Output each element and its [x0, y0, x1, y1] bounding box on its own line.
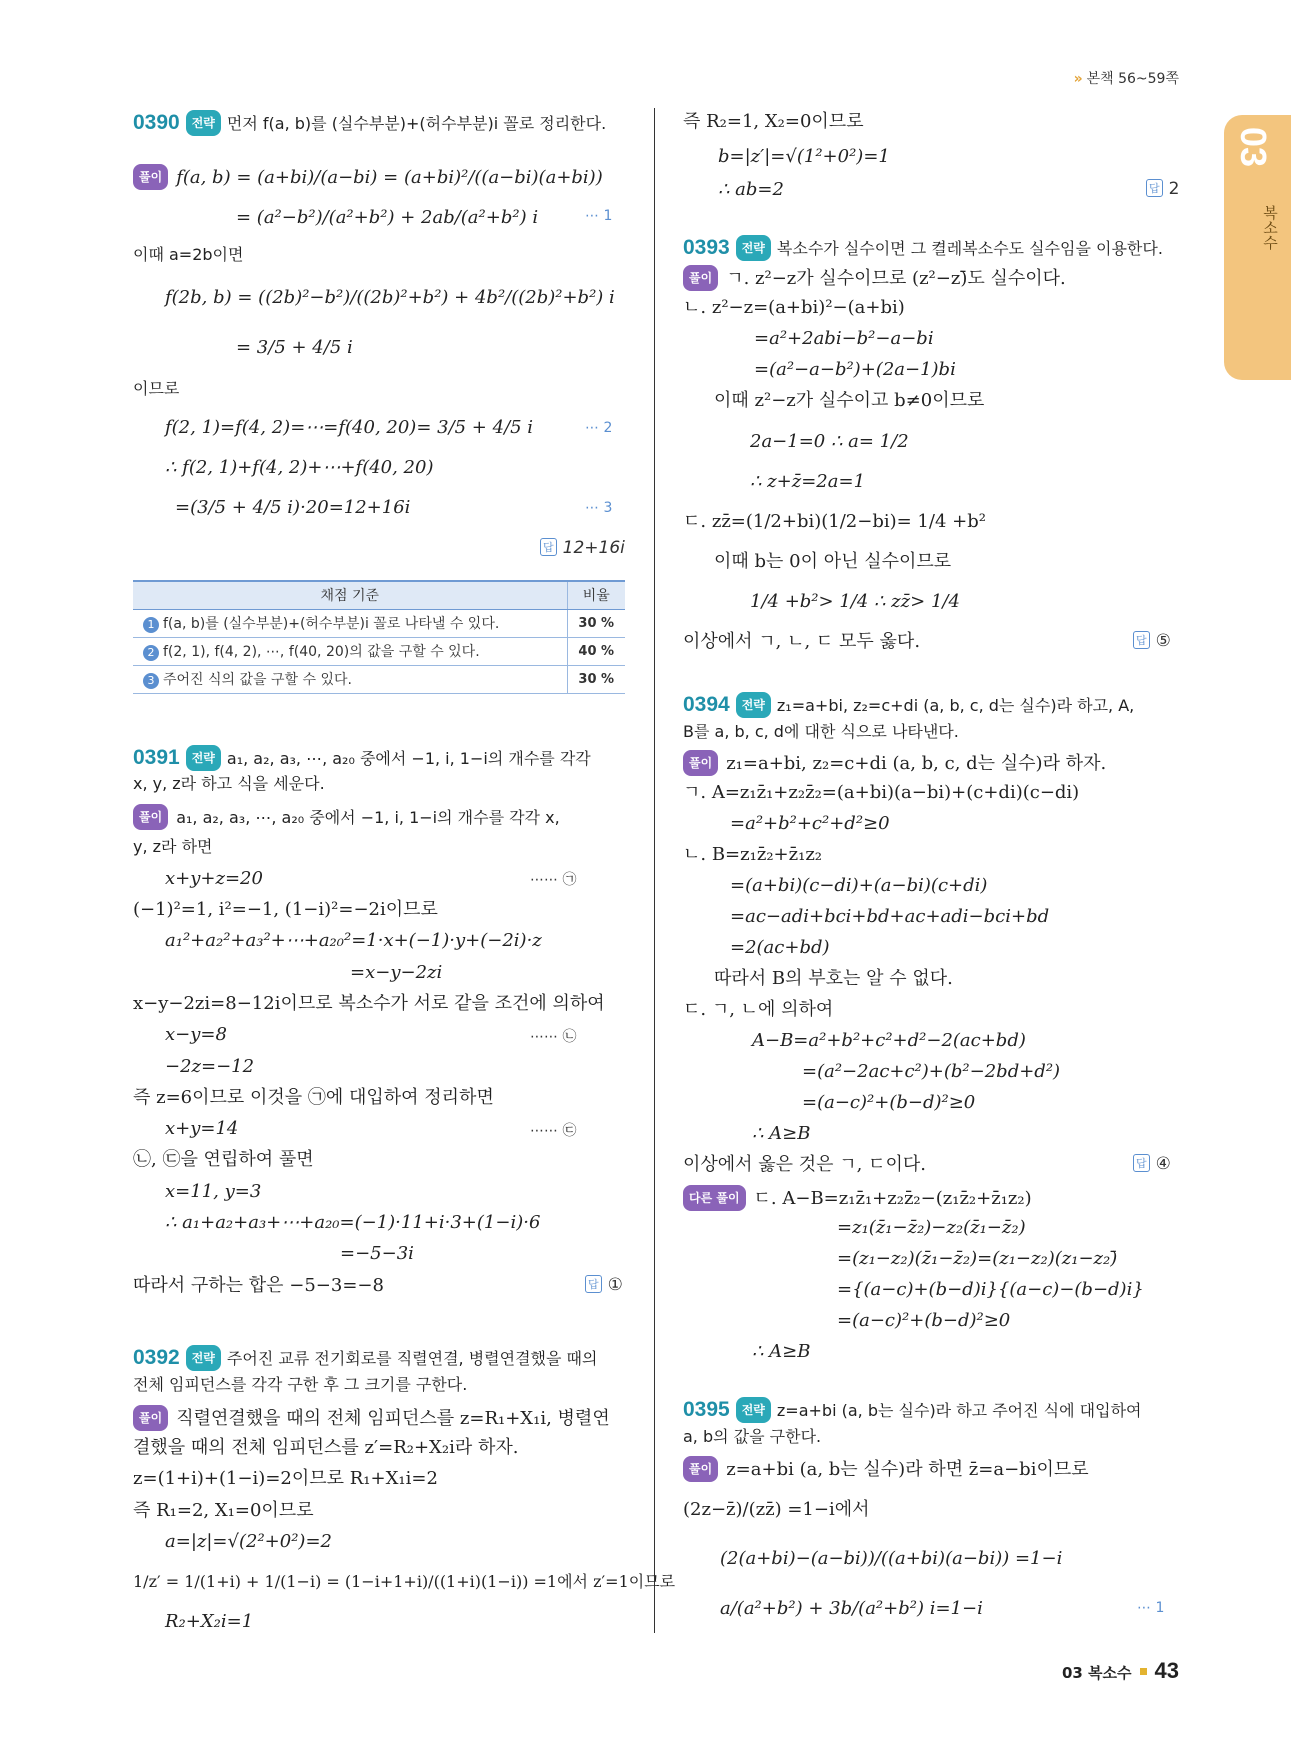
problem-0395-header: [683, 1397, 1142, 1423]
strategy-badge: 전략: [186, 1345, 221, 1371]
solution-line: = (a²−b²)/(a²+b²) + 2ab/(a²+b²) i: [236, 207, 539, 228]
solution-line: 풀이 직렬연결했을 때의 전체 임피던스를 z=R₁+X₁i, 병렬연: [133, 1405, 610, 1431]
ratio-cell: 40 %: [567, 637, 625, 665]
problem-number: 0393: [683, 236, 730, 259]
answer-0394: 답 ④: [1133, 1154, 1171, 1174]
solution-line: ㄴ. B=z₁z̄₂+z̄₁z₂: [683, 844, 823, 865]
solution-line: 이상에서 ㄱ, ㄴ, ㄷ 모두 옳다.: [683, 631, 921, 652]
answer-0390: 답 12+16i: [540, 538, 625, 558]
table-row: [133, 637, 625, 665]
solution-line: 즉 R₂=1, X₂=0이므로: [683, 111, 864, 132]
solution-line: =x−y−2zi: [350, 962, 443, 983]
solution-line: (2z−z̄)/(zz̄) =1−i에서: [683, 1499, 870, 1520]
page-number: 43: [1154, 1658, 1179, 1683]
solution-line: x+y=14: [165, 1118, 239, 1139]
problem-0392-header: [133, 1345, 597, 1371]
solution-line: (2(a+bi)−(a−bi))/((a+bi)(a−bi)) =1−i: [720, 1548, 1063, 1569]
solution-line: 결했을 때의 전체 임피던스를 z′=R₂+X₂i라 하자.: [133, 1437, 519, 1458]
solution-line: x−y−2zi=8−12i이므로 복소수가 서로 같을 조건에 의하여: [133, 993, 605, 1014]
chevron-right-icon: »: [1073, 71, 1083, 87]
solution-line: ㄴ. z²−z=(a+bi)²−(a+bi): [683, 297, 905, 318]
solution-line: =−5−3i: [340, 1243, 414, 1264]
row-number: 2: [143, 645, 159, 661]
strategy-badge: 전략: [186, 745, 221, 771]
row-number: 1: [143, 617, 159, 633]
solution-line: y, z라 하면: [133, 837, 213, 856]
table-row: [133, 665, 625, 693]
step-marker: ⋯ 3: [585, 500, 613, 516]
solution-line: =2(ac+bd): [730, 937, 830, 958]
column-divider: [654, 108, 655, 1633]
table-row: [133, 609, 625, 637]
solution-line: x=11, y=3: [165, 1181, 262, 1202]
solution-line: b=|z′|=√(1²+0²)=1: [718, 146, 890, 167]
step-marker: ⋯ 1: [585, 208, 613, 224]
solution-line: 이상에서 옳은 것은 ㄱ, ㄷ이다.: [683, 1154, 926, 1175]
criteria-text: f(2, 1), f(4, 2), ⋯, f(40, 20)의 값을 구할 수 있다.: [163, 644, 480, 660]
solution-line: 2a−1=0 ∴ a= 1/2: [750, 431, 909, 452]
solution-line: 1/z′ = 1/(1+i) + 1/(1−i) = (1−i+1+i)/((1+i)(1−i)) =1에서 z′=1이므로: [133, 1572, 676, 1591]
strategy-text: a, b의 값을 구한다.: [683, 1427, 822, 1446]
solution-badge: 풀이: [133, 804, 168, 830]
strategy-badge: 전략: [186, 110, 221, 136]
solution-badge: 풀이: [683, 750, 718, 776]
solution-badge: 풀이: [133, 164, 168, 190]
problem-number: 0391: [133, 746, 180, 769]
solution-line: = 3/5 + 4/5 i: [236, 337, 353, 358]
table-header-ratio: 비율: [567, 581, 625, 609]
answer-badge: 답: [540, 538, 557, 556]
footer-chapter: 03 복소수: [1061, 1664, 1132, 1682]
criteria-text: 주어진 식의 값을 구할 수 있다.: [163, 672, 352, 688]
solution-line: f(2b, b) = ((2b)²−b²)/((2b)²+b²) + 4b²/((2b)²+b²) i: [165, 287, 615, 308]
solution-line: 따라서 B의 부호는 알 수 없다.: [714, 968, 953, 989]
solution-line: a₁²+a₂²+a₃²+⋯+a₂₀²=1·x+(−1)·y+(−2i)·z: [165, 930, 542, 951]
problem-0394-header: [683, 692, 1134, 718]
solution-line: 풀이 ㄱ. z²−z가 실수이므로 (z²−z)̄도 실수이다.: [683, 265, 1066, 291]
solution-line: ∴ z+z̄=2a=1: [750, 471, 866, 492]
solution-line: ∴ a₁+a₂+a₃+⋯+a₂₀=(−1)·11+i·3+(1−i)·6: [165, 1212, 541, 1233]
other-solution-line: =z₁(z̄₁−z̄₂)−z₂(z̄₁−z̄₂): [837, 1217, 1026, 1238]
equation-marker: ⋯⋯ ㉡: [530, 1029, 577, 1045]
other-solution-badge: 다른 풀이: [683, 1185, 746, 1211]
strategy-badge: 전략: [736, 692, 771, 718]
table-header-row: [133, 581, 625, 609]
answer-0391: 답 ①: [585, 1275, 623, 1295]
solution-line: R₂+X₂i=1: [165, 1611, 254, 1632]
step-marker: ⋯ 2: [585, 420, 613, 436]
solution-line: =ac−adi+bci+bd+ac+adi−bci+bd: [730, 906, 1050, 927]
strategy-text: 전체 임피던스를 각각 구한 후 그 크기를 구한다.: [133, 1375, 468, 1394]
solution-line: =(a²−2ac+c²)+(b²−2bd+d²): [802, 1061, 1061, 1082]
solution-line: 풀이 z=a+bi (a, b는 실수)라 하면 z̄=a−bi이므로: [683, 1456, 1089, 1482]
scoring-table: [133, 580, 625, 694]
answer-badge: 답: [1133, 631, 1150, 649]
table-header-criteria: 채점 기준: [133, 581, 567, 609]
solution-badge: 풀이: [683, 1456, 718, 1482]
solution-line: 이때 z²−z가 실수이고 b≠0이므로: [714, 390, 985, 411]
solution-line: 풀이 f(a, b) = (a+bi)/(a−bi) = (a+bi)²/((a−bi)(a+bi)): [133, 164, 603, 190]
solution-line: x−y=8: [165, 1024, 227, 1045]
solution-line: 풀이 a₁, a₂, a₃, ⋯, a₂₀ 중에서 −1, i, 1−i의 개수를 각각 x,: [133, 804, 560, 830]
solution-line: 1/4 +b²> 1/4 ∴ zz̄> 1/4: [750, 591, 960, 612]
problem-0393-header: [683, 235, 1163, 261]
solution-line: ∴ ab=2: [718, 179, 784, 200]
solution-line: =a²+2abi−b²−a−bi: [754, 328, 934, 349]
strategy-text: a₁, a₂, a₃, ⋯, a₂₀ 중에서 −1, i, 1−i의 개수를 각각: [226, 749, 591, 768]
answer-0393: 답 ⑤: [1133, 631, 1171, 651]
equation-marker: ⋯⋯ ㉠: [530, 872, 577, 888]
other-solution-line: ∴ A≥B: [752, 1341, 811, 1362]
solution-line: =(a²−a−b²)+(2a−1)bi: [754, 359, 956, 380]
ratio-cell: 30 %: [567, 609, 625, 637]
solution-line: f(2, 1)=f(4, 2)=⋯=f(40, 20)= 3/5 + 4/5 i: [165, 417, 534, 438]
answer-badge: 답: [1146, 179, 1163, 197]
strategy-badge: 전략: [736, 1397, 771, 1423]
solution-line: ㉡, ㉢을 연립하여 풀면: [133, 1149, 314, 1170]
problem-0391-header: [133, 745, 591, 771]
strategy-text: z₁=a+bi, z₂=c+di (a, b, c, d는 실수)라 하고, A,: [776, 696, 1135, 715]
strategy-text: B를 a, b, c, d에 대한 식으로 나타낸다.: [683, 722, 959, 741]
problem-number: 0394: [683, 693, 730, 716]
solution-line: −2z=−12: [165, 1056, 255, 1077]
page-footer: [1062, 1658, 1179, 1684]
solution-badge: 풀이: [133, 1405, 168, 1431]
solution-line: =(a+bi)(c−di)+(a−bi)(c+di): [730, 875, 988, 896]
solution-line: ∴ f(2, 1)+f(4, 2)+⋯+f(40, 20): [165, 457, 434, 478]
problem-number: 0395: [683, 1398, 730, 1421]
strategy-badge: 전략: [736, 235, 771, 261]
solution-line: ㄷ. zz̄=(1/2+bi)(1/2−bi)= 1/4 +b²: [683, 511, 986, 532]
solution-line: x+y+z=20: [165, 868, 263, 889]
row-number: 3: [143, 673, 159, 689]
strategy-text: 주어진 교류 전기회로를 직렬연결, 병렬연결했을 때의: [226, 1349, 598, 1368]
solution-line: 따라서 구하는 합은 −5−3=−8: [133, 1275, 384, 1296]
chapter-number: 03: [1233, 127, 1274, 168]
strategy-text: 복소수가 실수이면 그 켤레복소수도 실수임을 이용한다.: [776, 239, 1163, 258]
other-solution-line: =(a−c)²+(b−d)²≥0: [837, 1310, 1011, 1331]
problem-0390-header: [133, 110, 606, 136]
strategy-text: x, y, z라 하고 식을 세운다.: [133, 774, 325, 793]
solution-line: A−B=a²+b²+c²+d²−2(ac+bd): [752, 1030, 1026, 1051]
other-solution-line: 다른 풀이 ㄷ. A−B=z₁z̄₁+z₂z̄₂−(z₁z̄₂+z̄₁z₂): [683, 1185, 1032, 1211]
ratio-cell: 30 %: [567, 665, 625, 693]
chapter-label: 복소수: [1261, 205, 1279, 250]
page-header: » 본책 56~59쪽: [1073, 71, 1179, 87]
square-icon: [1140, 1668, 1147, 1675]
solution-line: a/(a²+b²) + 3b/(a²+b²) i=1−i: [720, 1598, 983, 1619]
strategy-text: z=a+bi (a, b는 실수)라 하고 주어진 식에 대입하여: [776, 1401, 1142, 1420]
equation-marker: ⋯⋯ ㉢: [530, 1123, 577, 1139]
other-solution-line: ={(a−c)+(b−d)i}{(a−c)−(b−d)i}: [837, 1279, 1144, 1300]
answer-0392: 답 2: [1146, 179, 1179, 199]
answer-badge: 답: [1133, 1154, 1150, 1172]
answer-badge: 답: [585, 1275, 602, 1293]
step-marker: ⋯ 1: [1137, 1600, 1165, 1616]
criteria-text: f(a, b)를 (실수부분)+(허수부분)i 꼴로 나타낼 수 있다.: [163, 616, 500, 632]
solution-line: 즉 z=6이므로 이것을 ㉠에 대입하여 정리하면: [133, 1087, 494, 1108]
solution-line: 이때 b는 0이 아닌 실수이므로: [714, 551, 952, 572]
problem-number: 0390: [133, 111, 180, 134]
solution-line: 즉 R₁=2, X₁=0이므로: [133, 1500, 314, 1521]
problem-number: 0392: [133, 1346, 180, 1369]
solution-line: ㄷ. ㄱ, ㄴ에 의하여: [683, 999, 834, 1020]
solution-badge: 풀이: [683, 265, 718, 291]
solution-line: ∴ A≥B: [752, 1123, 811, 1144]
solution-line: z=(1+i)+(1−i)=2이므로 R₁+X₁i=2: [133, 1468, 438, 1489]
solution-line: =(3/5 + 4/5 i)·20=12+16i: [175, 497, 411, 518]
chapter-tab[interactable]: [1224, 115, 1291, 380]
solution-line: (−1)²=1, i²=−1, (1−i)²=−2i이므로: [133, 899, 438, 920]
solution-line: a=|z|=√(2²+0²)=2: [165, 1531, 332, 1552]
other-solution-line: =(z₁−z₂)(z̄₁−z̄₂)=(z₁−z₂)(z₁−z₂)̄: [837, 1248, 1118, 1269]
solution-line: 풀이 z₁=a+bi, z₂=c+di (a, b, c, d는 실수)라 하자.: [683, 750, 1106, 776]
solution-line: 이때 a=2b이면: [133, 245, 244, 264]
solution-line: =(a−c)²+(b−d)²≥0: [802, 1092, 976, 1113]
solution-line: =a²+b²+c²+d²≥0: [730, 813, 890, 834]
solution-line: ㄱ. A=z₁z̄₁+z₂z̄₂=(a+bi)(a−bi)+(c+di)(c−di): [683, 782, 1080, 803]
solution-line: 이므로: [133, 379, 180, 398]
strategy-text: 먼저 f(a, b)를 (실수부분)+(허수부분)i 꼴로 정리한다.: [226, 114, 607, 133]
